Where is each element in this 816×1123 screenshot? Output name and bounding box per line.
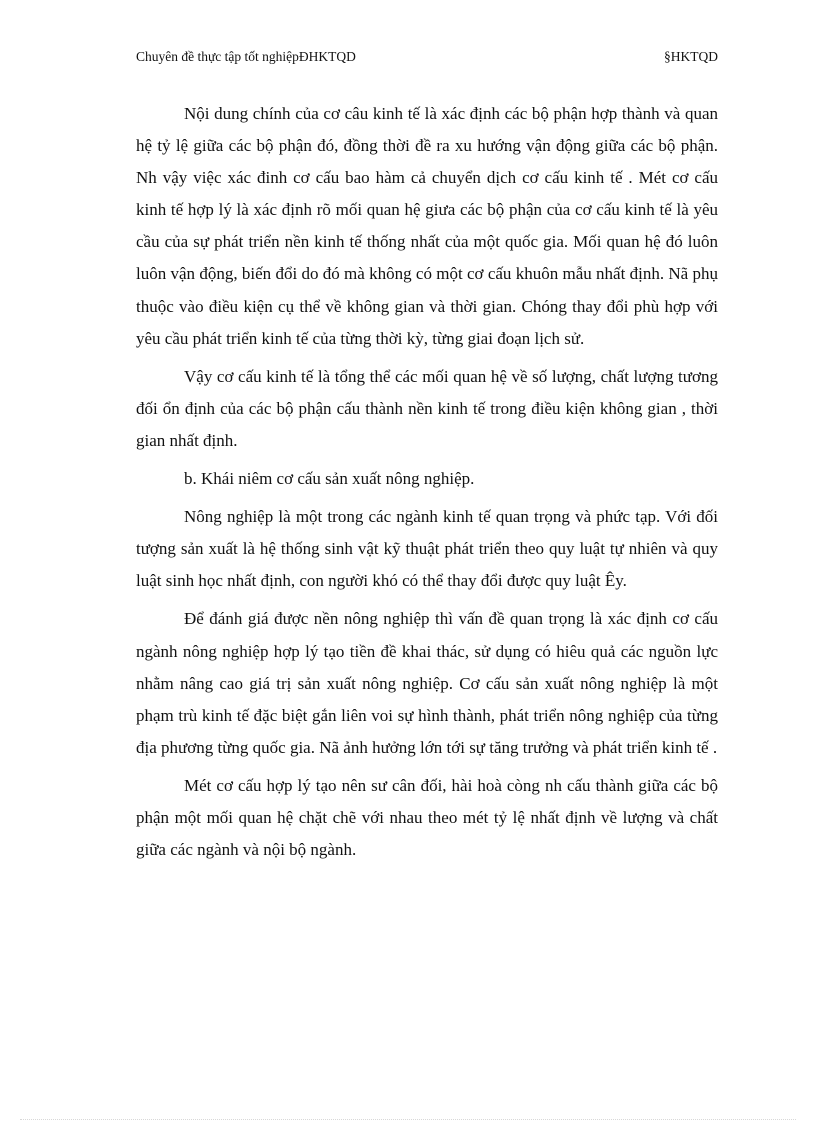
paragraph-agriculture-evaluation: Để đánh giá được nền nông nghiệp thì vấn đề quan trọng là xác định cơ cấu ngành nông nghiệp hợp lý tạo tiền đề khai thác, sử dụng có hiêu quả các nguồn lực nhằm nâng cao giá trị sản xuất nông nghiệp. Cơ cấu sản xuất nông nghiệp là một phạm trù kinh tế đặc biệt gắn liên voi sự hình thành, phát triển nông nghiệp của từng địa phương từng quốc gia. Nã ảnh hưởng lớn tới sự tăng trưởng và phát triển kinh tế . [136, 609, 718, 757]
document-body [136, 98, 718, 872]
paragraph-structure-definition: Vậy cơ cấu kinh tế là tổng thể các mối quan hệ về số lượng, chất lượng tương đối ổn định của các bộ phận cấu thành nền kinh tế trong điều kiện không gian , thời gian nhất định. [136, 366, 718, 450]
paragraph-rational-structure: Mét cơ cấu hợp lý tạo nên sư cân đối, hài hoà còng nh cấu thành giữa các bộ phận một mối quan hệ chặt chẽ với nhau theo mét tỷ lệ nhất định về lượng và chất giữa các ngành và nội bộ ngành. [136, 775, 718, 860]
section-heading-agri-structure: b. Khái niêm cơ cấu sản xuất nông nghiệp. [184, 469, 475, 489]
paragraph-agriculture-intro: Nông nghiệp là một trong các ngành kinh tế quan trọng và phức tạp. Với đối tượng sản xuất là hệ thống sinh vật kỹ thuật phát triển theo quy luật tự nhiên và quy luật sinh học nhất định, con người khó có thể thay đổi được quy luật Êy. [136, 507, 718, 591]
header-right-text: §HKTQD [664, 49, 718, 64]
header-left-text: Chuyên đề thực tập tốt nghiệpĐHKTQD [136, 49, 356, 64]
paragraph-structure-content: Nội dung chính của cơ câu kinh tế là xác định các bộ phận hợp thành và quan hệ tỷ lệ giữa các bộ phận đó, đồng thời đề ra xu hướng vận động giữa các bộ phận. Nh vậy việc xác đinh cơ cấu bao hàm cả chuyển dịch cơ cấu kinh tế . Mét cơ cấu kinh tế hợp lý là xác định rõ mối quan hệ giưa các bộ phận của cơ cấu kinh tế là yêu cầu của sự phát triển nền kinh tế thống nhất của một quốc gia. Mối quan hệ đó luôn luôn vận động, biến đổi do đó mà không có một cơ cấu khuôn mẫu nhất định. Nã phụ thuộc vào điều kiện cụ thể về không gian và thời gian. Chóng thay đổi phù hợp với yêu cầu phát triển kinh tế của từng thời kỳ, từng giai đoạn lịch sử. [136, 104, 718, 348]
page-bottom-rule [20, 1119, 796, 1120]
